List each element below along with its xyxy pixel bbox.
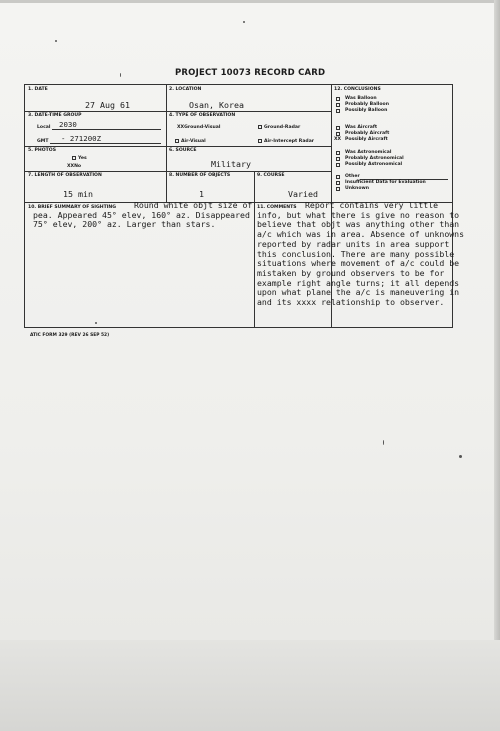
comments-label: 11. COMMENTS xyxy=(257,205,297,210)
local-time-value: 2030 xyxy=(59,120,77,129)
comments-text: Report contains very little info, but what there is give no reason to believe that objt was anything other than a/c which was in area. Absence of unknowns reported by radar units in area support this conclusion. There are many possible situations where movement of a/c could be mistaken by ground observers to be for example right angle turns; it all depends upon what plane the a/c is maneuvering in and its xxxx relationship to observer. xyxy=(257,200,465,308)
checkbox-probably-astronomical xyxy=(336,157,340,161)
checkbox-ground-radar xyxy=(258,125,262,129)
gmt-label: GMT xyxy=(37,139,49,144)
speck xyxy=(120,73,121,77)
checkbox-photos-yes xyxy=(72,156,76,160)
right-edge-shadow xyxy=(494,0,500,731)
checkbox-possibly-balloon xyxy=(336,109,340,113)
card-title: PROJECT 10073 RECORD CARD xyxy=(175,68,326,78)
conclusion-possibly-aircraft: Possibly Aircraft xyxy=(345,137,388,142)
local-time-underline xyxy=(52,129,161,130)
local-time-label: Local xyxy=(37,125,51,130)
observation-air-visual: Air-Visual xyxy=(181,139,206,144)
bottom-scan-band xyxy=(0,640,500,731)
observation-ground-radar: Ground-Radar xyxy=(264,125,301,130)
conclusion-was-astronomical: Was Astronomical xyxy=(345,150,392,155)
speck xyxy=(459,455,462,458)
course-value: Varied xyxy=(288,189,318,199)
conclusions-label: 12. CONCLUSIONS xyxy=(334,87,381,92)
date-time-group-label: 3. DATE-TIME GROUP xyxy=(28,113,82,118)
checked-mark-possibly-aircraft: XX xyxy=(334,137,342,142)
photos-label: 5. PHOTOS xyxy=(28,148,57,153)
conclusion-was-aircraft: Was Aircraft xyxy=(345,125,378,130)
speck xyxy=(243,21,245,23)
conclusion-possibly-balloon: Possibly Balloon xyxy=(345,108,388,113)
conclusion-probably-balloon: Probably Balloon xyxy=(345,102,389,107)
divider xyxy=(166,85,167,202)
checkbox-was-balloon xyxy=(336,97,340,101)
length-of-observation-value: 15 min xyxy=(63,189,93,199)
length-of-observation-label: 7. LENGTH OF OBSERVATION xyxy=(28,173,102,178)
checkbox-was-astronomical xyxy=(336,151,340,155)
brief-summary-text: Round white objt size of pea. Appeared 45° elev, 160° az. Disappeared 75° elev, 200° az. Larger than stars. xyxy=(33,200,253,230)
checkbox-other xyxy=(336,175,340,179)
conclusion-was-balloon: Was Balloon xyxy=(345,96,377,101)
conclusion-other: Other xyxy=(345,174,360,179)
record-card xyxy=(24,84,465,328)
checkbox-air-visual xyxy=(175,139,179,143)
number-of-objects-value: 1 xyxy=(199,189,204,199)
divider xyxy=(25,111,331,112)
photos-no: XXNo xyxy=(67,164,82,169)
source-value: Military xyxy=(211,159,251,169)
checkbox-probably-balloon xyxy=(336,103,340,107)
conclusion-probably-astronomical: Probably Astronomical xyxy=(345,156,404,161)
gmt-underline xyxy=(50,143,161,144)
type-of-observation-label: 4. TYPE OF OBSERVATION xyxy=(169,113,236,118)
location-label: 2. LOCATION xyxy=(169,87,202,92)
speck xyxy=(55,40,57,42)
conclusion-unknown: Unknown xyxy=(345,186,369,191)
speck xyxy=(383,440,384,445)
checkbox-possibly-astronomical xyxy=(336,163,340,167)
divider xyxy=(166,146,331,147)
form-id: ATIC FORM 329 (REV 26 SEP 52) xyxy=(30,333,110,338)
date-label: 1. DATE xyxy=(28,87,48,92)
course-label: 9. COURSE xyxy=(257,173,285,178)
observation-air-intercept-radar: Air-Intercept Radar xyxy=(264,139,315,144)
number-of-objects-label: 8. NUMBER OF OBJECTS xyxy=(169,173,231,178)
top-edge xyxy=(0,0,500,3)
photos-yes: Yes xyxy=(78,156,87,161)
divider xyxy=(254,202,255,327)
source-label: 6. SOURCE xyxy=(169,148,197,153)
checkbox-insufficient-data xyxy=(336,181,340,185)
observation-ground-visual: XXGround-Visual xyxy=(177,125,221,130)
divider xyxy=(254,171,255,202)
divider xyxy=(25,171,331,172)
checkbox-unknown xyxy=(336,187,340,191)
checkbox-was-aircraft xyxy=(336,126,340,130)
brief-summary-label: 10. BRIEF SUMMARY OF SIGHTING xyxy=(28,205,117,210)
conclusion-insufficient-data: Insufficient Data for Evaluation xyxy=(345,180,426,185)
conclusion-probably-aircraft: Probably Aircraft xyxy=(345,131,390,136)
conclusion-possibly-astronomical: Possibly Astronomical xyxy=(345,162,403,167)
divider xyxy=(25,146,166,147)
date-value: 27 Aug 61 xyxy=(85,100,130,110)
checkbox-probably-aircraft xyxy=(336,132,340,136)
location-value: Osan, Korea xyxy=(189,100,244,110)
checkbox-air-intercept-radar xyxy=(258,139,262,143)
gmt-value: - 271200Z xyxy=(61,134,102,143)
